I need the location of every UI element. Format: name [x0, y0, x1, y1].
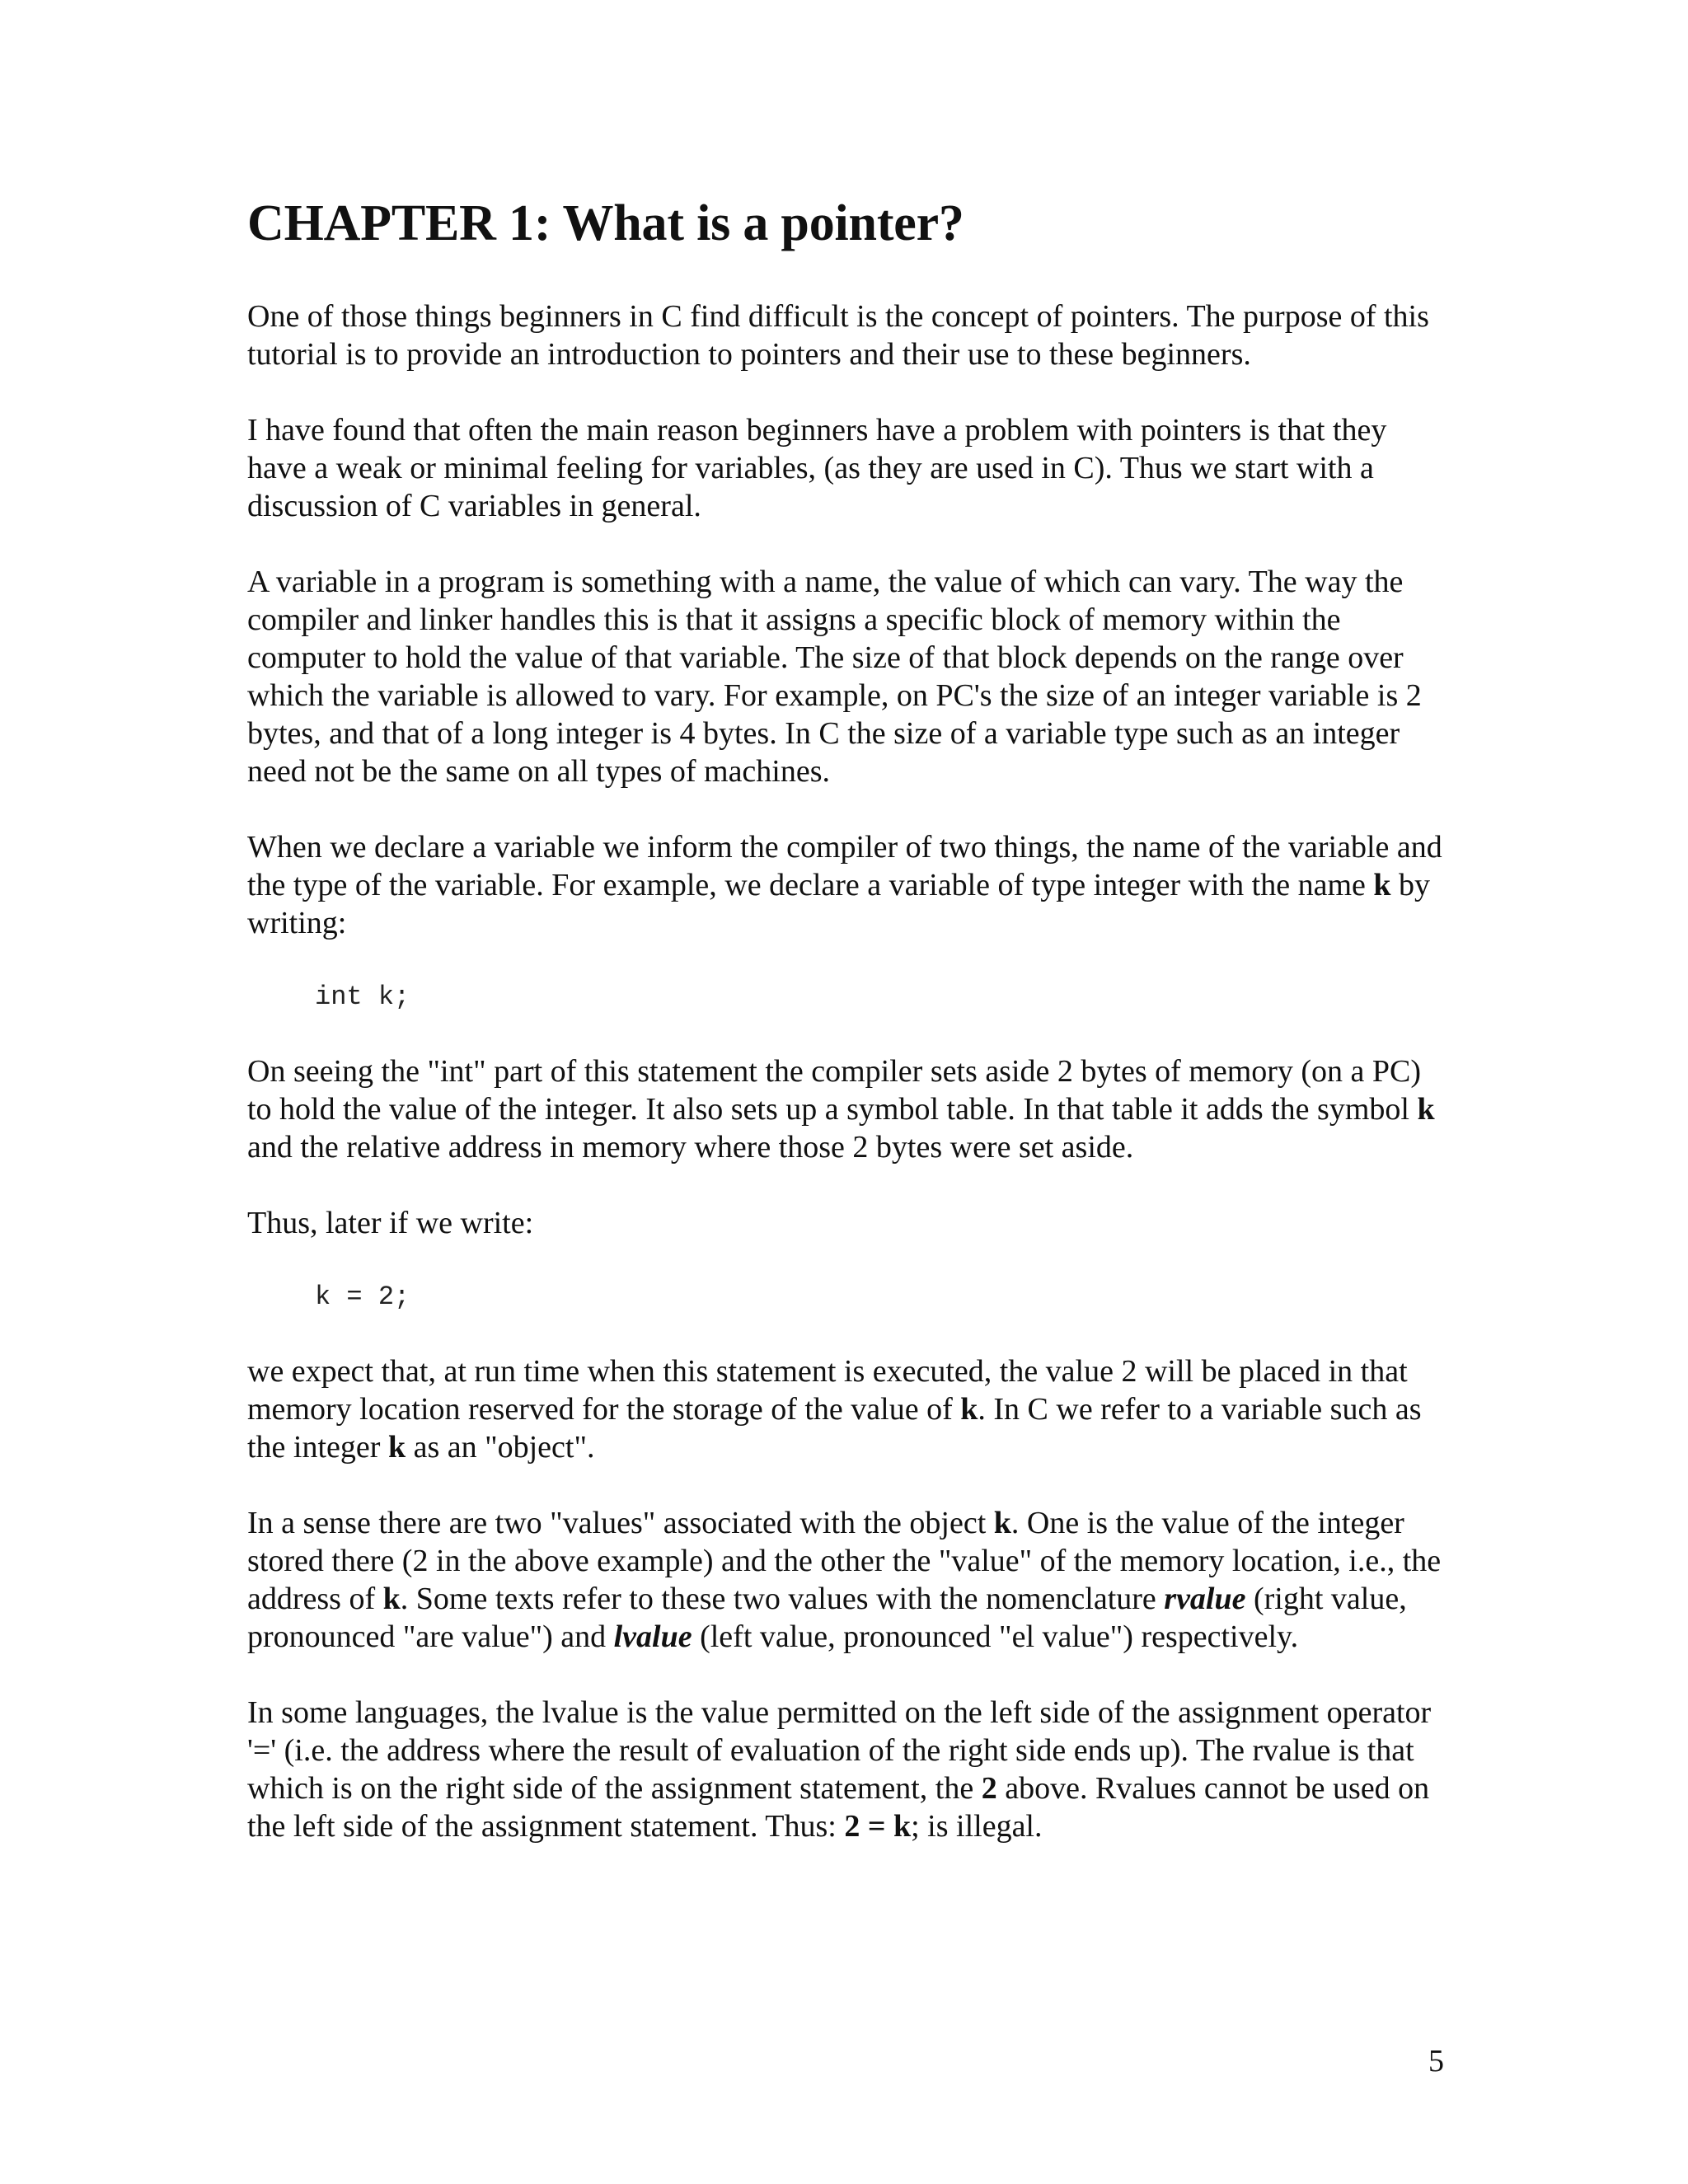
- text-segment: above. Rvalues cannot be used on the left side of the assignment statement. Thus:: [247, 1771, 1430, 1844]
- bold-symbol-k: k: [1417, 1092, 1435, 1127]
- text-segment: . Some texts refer to these two values with the nomenclature: [400, 1582, 1165, 1616]
- paragraph-variables-feeling: I have found that often the main reason beginners have a problem with pointers is that they have a weak or minimal feeling for variables, (as they are used in C). Thus we start with a discussion of C variables in general.: [247, 413, 1387, 523]
- text-segment: by writing:: [247, 868, 1431, 940]
- text-segment: and the relative address in memory where those 2 bytes were set aside.: [247, 1130, 1134, 1165]
- paragraph-variable-definition: A variable in a program is something with a name, the value of which can vary. The way the compiler and linker handles this is that it assigns a specific block of memory within the computer to hold the value of that variable. The size of that block depends on the range over which the variable is allowed to vary. For example, on PC's the size of an integer variable is 2 bytes, and that of a long integer is 4 bytes. In C the size of a variable type such as an integer need not be the same on all types of machines.: [247, 565, 1422, 789]
- text-segment: we expect that, at run time when this statement is executed, the value 2 will be placed in that memory location reserved for the storage of the value of: [247, 1354, 1408, 1427]
- paragraph-rvalue-lvalue: [247, 1504, 1451, 1656]
- bold-symbol-k: k: [960, 1392, 978, 1427]
- text-segment: (right value, pronounced "are value") and: [247, 1582, 1407, 1654]
- term-rvalue: rvalue: [1164, 1582, 1246, 1616]
- text-segment: . One is the value of the integer stored there (2 in the above example) and the other the "value" of the memory location, i.e., the address of: [247, 1506, 1442, 1616]
- bold-symbol-k: k: [1373, 868, 1391, 902]
- bold-symbol-k: k: [387, 1430, 406, 1465]
- text-segment: as an "object".: [406, 1430, 595, 1465]
- text-segment: ; is illegal.: [911, 1809, 1043, 1844]
- paragraph-symbol-table: [247, 1052, 1451, 1166]
- paragraph-declare-variable: [247, 828, 1451, 942]
- text-segment: When we declare a variable we inform the compiler of two things, the name of the variable and the type of the variable. For example, we declare a variable of type integer with the name: [247, 830, 1442, 902]
- text-segment: In a sense there are two "values" associated with the object: [247, 1506, 994, 1540]
- page-content: [247, 194, 1451, 1845]
- paragraph-later-write: Thus, later if we write:: [247, 1206, 534, 1240]
- code-example-declaration: int k;: [315, 982, 410, 1012]
- paragraph-intro: One of those things beginners in C find difficult is the concept of pointers. The purpose of this tutorial is to provide an introduction to pointers and their use to these beginners.: [247, 299, 1429, 372]
- bold-symbol-k: k: [382, 1582, 401, 1616]
- text-segment: On seeing the "int" part of this statement the compiler sets aside 2 bytes of memory (on a PC) to hold the value of the integer. It also sets up a symbol table. In that table it adds the symbol: [247, 1054, 1422, 1127]
- text-segment: In some languages, the lvalue is the value permitted on the left side of the assignment operator '=' (i.e. the address where the result of evaluation of the right side ends up). The rvalue is that which is on the right side of the assignment statement, the: [247, 1695, 1432, 1806]
- text-segment: (left value, pronounced "el value") respectively.: [692, 1619, 1299, 1654]
- bold-number-2: 2: [981, 1771, 997, 1806]
- page-number: 5: [1428, 2044, 1444, 2079]
- bold-symbol-k: k: [993, 1506, 1011, 1540]
- bold-illegal-statement: 2 = k: [844, 1809, 912, 1844]
- text-segment: . In C we refer to a variable such as the integer: [247, 1392, 1422, 1465]
- term-lvalue: lvalue: [613, 1619, 692, 1654]
- paragraph-run-time: [247, 1352, 1451, 1466]
- chapter-title: CHAPTER 1: What is a pointer?: [247, 195, 964, 251]
- paragraph-assignment-rules: [247, 1694, 1451, 1845]
- code-example-assignment: k = 2;: [315, 1282, 410, 1312]
